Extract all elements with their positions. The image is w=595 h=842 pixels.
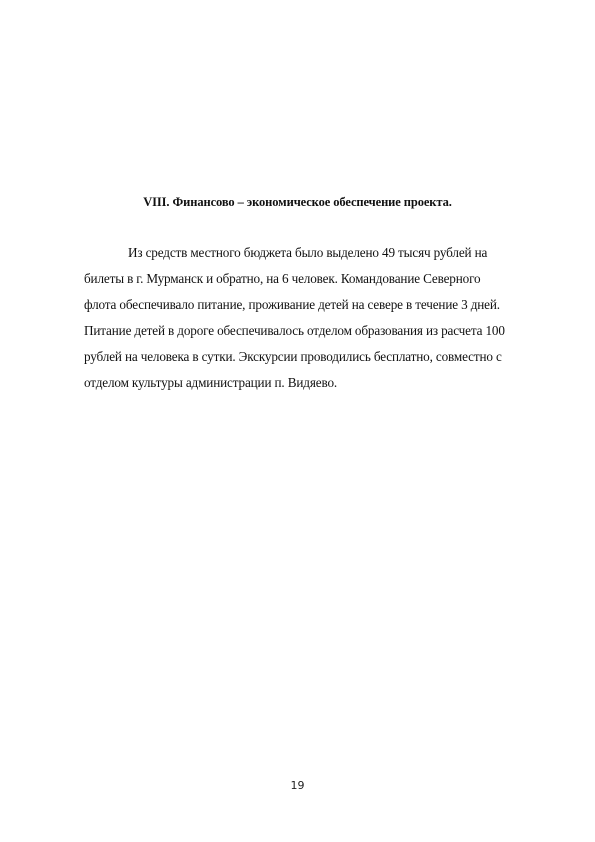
paragraph-line: флота обеспечивало питание, проживание детей на севере в течение 3 дней. [84, 297, 500, 312]
paragraph-line: билеты в г. Мурманск и обратно, на 6 человек. Командование Северного [84, 271, 481, 286]
page-number: 19 [290, 779, 305, 792]
paragraph-line: отделом культуры администрации п. Видяево. [84, 375, 338, 390]
paragraph-line: рублей на человека в сутки. Экскурсии проводились бесплатно, совместно с [84, 349, 502, 364]
paragraph-line: Из средств местного бюджета было выделено 49 тысяч рублей на [128, 245, 488, 260]
body-paragraph [84, 240, 524, 396]
paragraph-line: Питание детей в дороге обеспечивалось отделом образования из расчета 100 [84, 323, 505, 338]
section-heading: VIII. Финансово – экономическое обеспечение проекта. [143, 195, 452, 209]
